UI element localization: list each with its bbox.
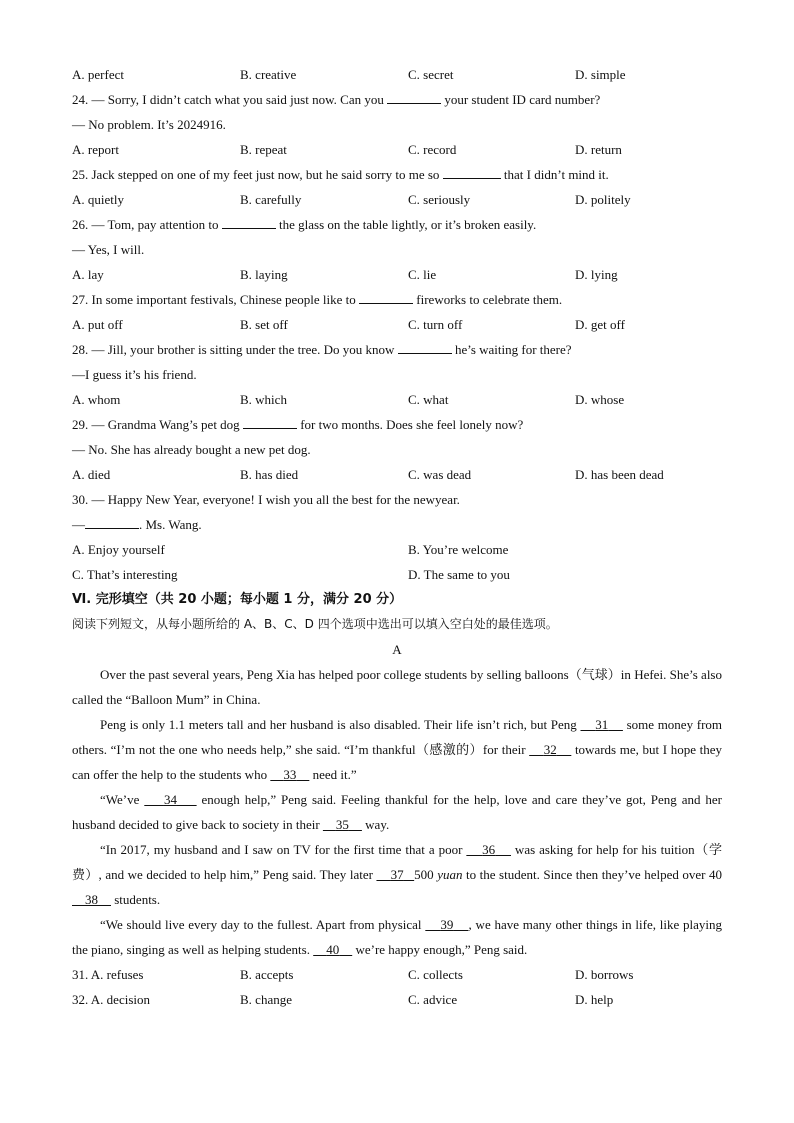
option-d: D. has been dead — [575, 467, 664, 482]
q23-options — [72, 62, 722, 87]
passage-label: A — [392, 642, 402, 657]
q30-options-row2 — [72, 562, 722, 587]
option-d: D. simple — [575, 67, 626, 82]
option-a: A. Enjoy yourself — [72, 542, 165, 557]
passage-paragraph-2: Peng is only 1.1 meters tall and her husband is also disabled. Their life isn’t rich, but Peng 31 some money from others. “I’m not the one who needs help,” she said. “I’m thankful（感激的）for their 32 towards me, but I hope they can offer the help to the students who 33 need it.” — [72, 717, 723, 782]
q30-reply: — . Ms. Wang. — [72, 512, 722, 537]
option-c: C. secret — [408, 67, 454, 82]
answer-blank — [243, 414, 297, 429]
q27-stem: 27. In some important festivals, Chinese people like to fireworks to celebrate them. — [72, 287, 722, 312]
option-d: D. get off — [575, 317, 625, 332]
option-b: B. laying — [240, 267, 288, 282]
q24-stem: 24. — Sorry, I didn’t catch what you said just now. Can you your student ID card number? — [72, 87, 722, 112]
answer-blank — [222, 214, 276, 229]
option-c: C. advice — [408, 992, 458, 1007]
option-c: C. turn off — [408, 317, 463, 332]
q29-options — [72, 462, 722, 487]
exam-page — [72, 62, 722, 1012]
q24-options — [72, 137, 722, 162]
option-a: A. whom — [72, 392, 121, 407]
blank-36: 36 — [482, 842, 496, 857]
q28-stem: 28. — Jill, your brother is sitting under the tree. Do you know he’s waiting for there? — [72, 337, 722, 362]
option-a: 32. A. decision — [72, 992, 150, 1007]
passage-paragraph-5: “We should live every day to the fullest. Apart from physical 39 , we have many other things in life, like playing the piano, singing as well as helping students. 40 we’re happy enough,” Peng said. — [72, 917, 723, 957]
blank-37: 37 — [390, 867, 404, 882]
q25-stem: 25. Jack stepped on one of my feet just now, but he said sorry to me so that I didn’t mind it. — [72, 162, 722, 187]
option-c: C. That’s interesting — [72, 567, 178, 582]
q25-options — [72, 187, 722, 212]
q26-stem: 26. — Tom, pay attention to the glass on the table lightly, or it’s broken easily. — [72, 212, 722, 237]
option-b: B. You’re welcome — [408, 542, 509, 557]
option-a: A. put off — [72, 317, 123, 332]
passage-paragraph-3: “We’ve 34 enough help,” Peng said. Feeling thankful for the help, love and care they’ve got, Peng and her husband decided to give back to society in their 35 way. — [72, 792, 723, 832]
blank-38: 38 — [85, 892, 98, 907]
q32-options — [72, 987, 722, 1012]
blank-31: 31 — [595, 717, 609, 732]
passage-paragraph-4: “In 2017, my husband and I saw on TV for the first time that a poor 36 was asking for help for his tuition（学费）, and we decided to help him,” Peng said. They later 37 500 yuan to the student. Since then they’ve helped over 40 38 students. — [72, 842, 723, 907]
q26-reply: — Yes, I will. — [72, 242, 145, 257]
option-b: B. has died — [240, 467, 299, 482]
option-a: A. lay — [72, 267, 104, 282]
blank-35: 35 — [335, 817, 349, 832]
option-d: D. politely — [575, 192, 631, 207]
option-a: A. quietly — [72, 192, 124, 207]
answer-blank — [443, 164, 501, 179]
option-d: D. borrows — [575, 967, 634, 982]
option-c: C. collects — [408, 967, 463, 982]
section-instruction: 阅读下列短文，从每小题所给的 A、B、C、D 四个选项中选出可以填入空白处的最佳选项。 — [72, 617, 558, 631]
q29-stem: 29. — Grandma Wang’s pet dog for two months. Does she feel lonely now? — [72, 412, 722, 437]
option-c: C. record — [408, 142, 457, 157]
q28-reply: —I guess it’s his friend. — [72, 367, 197, 382]
option-a: A. report — [72, 142, 119, 157]
option-c: C. what — [408, 392, 449, 407]
option-b: B. which — [240, 392, 287, 407]
answer-blank — [359, 289, 413, 304]
option-b: B. creative — [240, 67, 297, 82]
section-title: Ⅵ. 完形填空（共 20 小题；每小题 1 分，满分 20 分） — [72, 592, 403, 607]
answer-blank — [85, 514, 139, 529]
option-b: B. carefully — [240, 192, 302, 207]
q24-reply: — No problem. It’s 2024916. — [72, 117, 226, 132]
option-c: C. seriously — [408, 192, 471, 207]
option-b: B. accepts — [240, 967, 294, 982]
option-a: 31. A. refuses — [72, 967, 144, 982]
option-d: D. return — [575, 142, 622, 157]
option-b: B. change — [240, 992, 292, 1007]
blank-40: 40 — [326, 942, 340, 957]
option-d: D. The same to you — [408, 567, 510, 582]
option-d: D. whose — [575, 392, 625, 407]
option-a: A. died — [72, 467, 111, 482]
q26-options — [72, 262, 722, 287]
q30-options-row1 — [72, 537, 722, 562]
answer-blank — [387, 89, 441, 104]
option-b: B. repeat — [240, 142, 287, 157]
blank-39: 39 — [440, 917, 454, 932]
blank-33: 33 — [283, 767, 297, 782]
option-a: A. perfect — [72, 67, 124, 82]
q31-options — [72, 962, 722, 987]
option-d: D. help — [575, 992, 614, 1007]
q29-reply: — No. She has already bought a new pet dog. — [72, 442, 311, 457]
option-b: B. set off — [240, 317, 288, 332]
blank-32: 32 — [543, 742, 557, 757]
option-c: C. was dead — [408, 467, 472, 482]
option-d: D. lying — [575, 267, 618, 282]
q30-stem: 30. — Happy New Year, everyone! I wish you all the best for the newyear. — [72, 492, 460, 507]
q27-options — [72, 312, 722, 337]
q28-options — [72, 387, 722, 412]
passage-paragraph-1: Over the past several years, Peng Xia has helped poor college students by selling balloons（气球）in Hefei. She’s also called the “Balloon Mum” in China. — [72, 667, 722, 707]
blank-34: 34 — [163, 792, 177, 807]
option-c: C. lie — [408, 267, 437, 282]
answer-blank — [398, 339, 452, 354]
